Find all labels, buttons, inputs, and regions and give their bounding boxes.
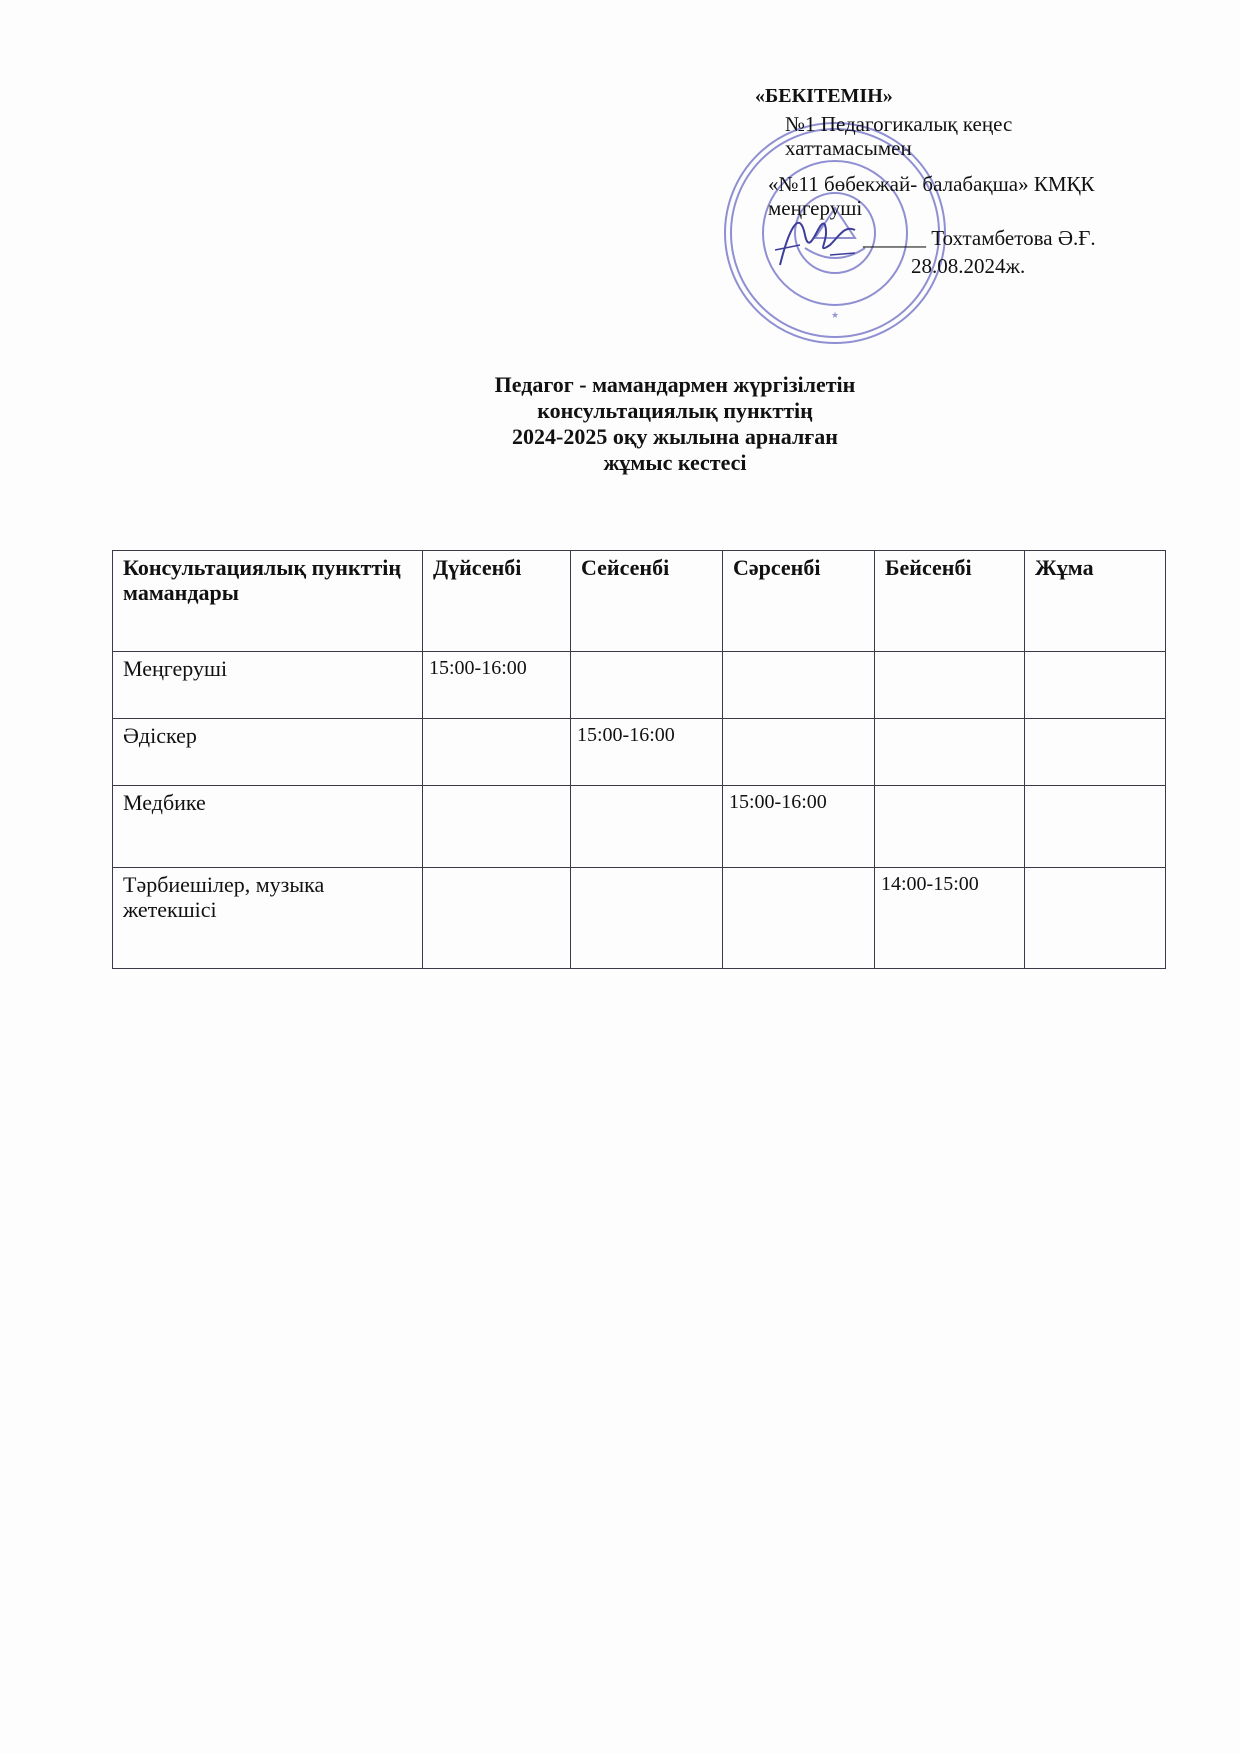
time-cell (1025, 719, 1166, 786)
approval-heading: «БЕКІТЕМІН» (755, 85, 893, 107)
approval-date: 28.08.2024ж. (911, 254, 1026, 278)
table-row (113, 868, 1166, 969)
time-cell (723, 868, 875, 969)
title-line: 2024-2025 оқу жылына арналған (512, 424, 838, 449)
column-header-wednesday: Сәрсенбі (723, 551, 875, 652)
time-cell (1025, 868, 1166, 969)
schedule-table (112, 550, 1166, 969)
time-cell (875, 786, 1025, 868)
time-cell (723, 652, 875, 719)
table-row (113, 719, 1166, 786)
title-line: консультациялық пункттің (537, 398, 813, 423)
table-row (113, 786, 1166, 868)
time-cell (423, 868, 571, 969)
role-cell: Медбике (113, 786, 423, 868)
column-header-specialists: Консультациялық пункттің мамандары (113, 551, 423, 652)
time-cell (875, 719, 1025, 786)
role-cell: Әдіскер (113, 719, 423, 786)
approval-signer: ______ Тохтамбетова Ә.Ғ. (863, 226, 1096, 250)
column-header-tuesday: Сейсенбі (571, 551, 723, 652)
column-header-thursday: Бейсенбі (875, 551, 1025, 652)
approval-line: №1 Педагогикалық кеңес (785, 112, 1013, 136)
approval-line: меңгеруші (768, 196, 863, 220)
svg-text:★: ★ (830, 311, 840, 321)
time-cell (571, 868, 723, 969)
table-header-row (113, 551, 1166, 652)
title-line: жұмыс кестесі (603, 450, 747, 475)
time-cell (875, 652, 1025, 719)
column-header-monday: Дүйсенбі (423, 551, 571, 652)
time-cell: 15:00-16:00 (571, 719, 723, 786)
time-cell (423, 719, 571, 786)
time-cell: 15:00-16:00 (723, 786, 875, 868)
table-row (113, 652, 1166, 719)
time-cell: 15:00-16:00 (423, 652, 571, 719)
time-cell (723, 719, 875, 786)
title-line: Педагог - мамандармен жүргізілетін (494, 372, 856, 397)
role-cell: Меңгеруші (113, 652, 423, 719)
time-cell (423, 786, 571, 868)
time-cell (1025, 652, 1166, 719)
time-cell (571, 786, 723, 868)
approval-line: хаттамасымен (785, 136, 912, 160)
time-cell (571, 652, 723, 719)
signer-name: Тохтамбетова Ә.Ғ. (931, 226, 1096, 250)
time-cell: 14:00-15:00 (875, 868, 1025, 969)
role-cell: Тәрбиешілер, музыка жетекшісі (113, 868, 423, 969)
approval-line: «№11 бөбекжай- балабақша» КМҚК (768, 172, 1095, 196)
page-title (0, 372, 1240, 476)
column-header-friday: Жұма (1025, 551, 1166, 652)
time-cell (1025, 786, 1166, 868)
